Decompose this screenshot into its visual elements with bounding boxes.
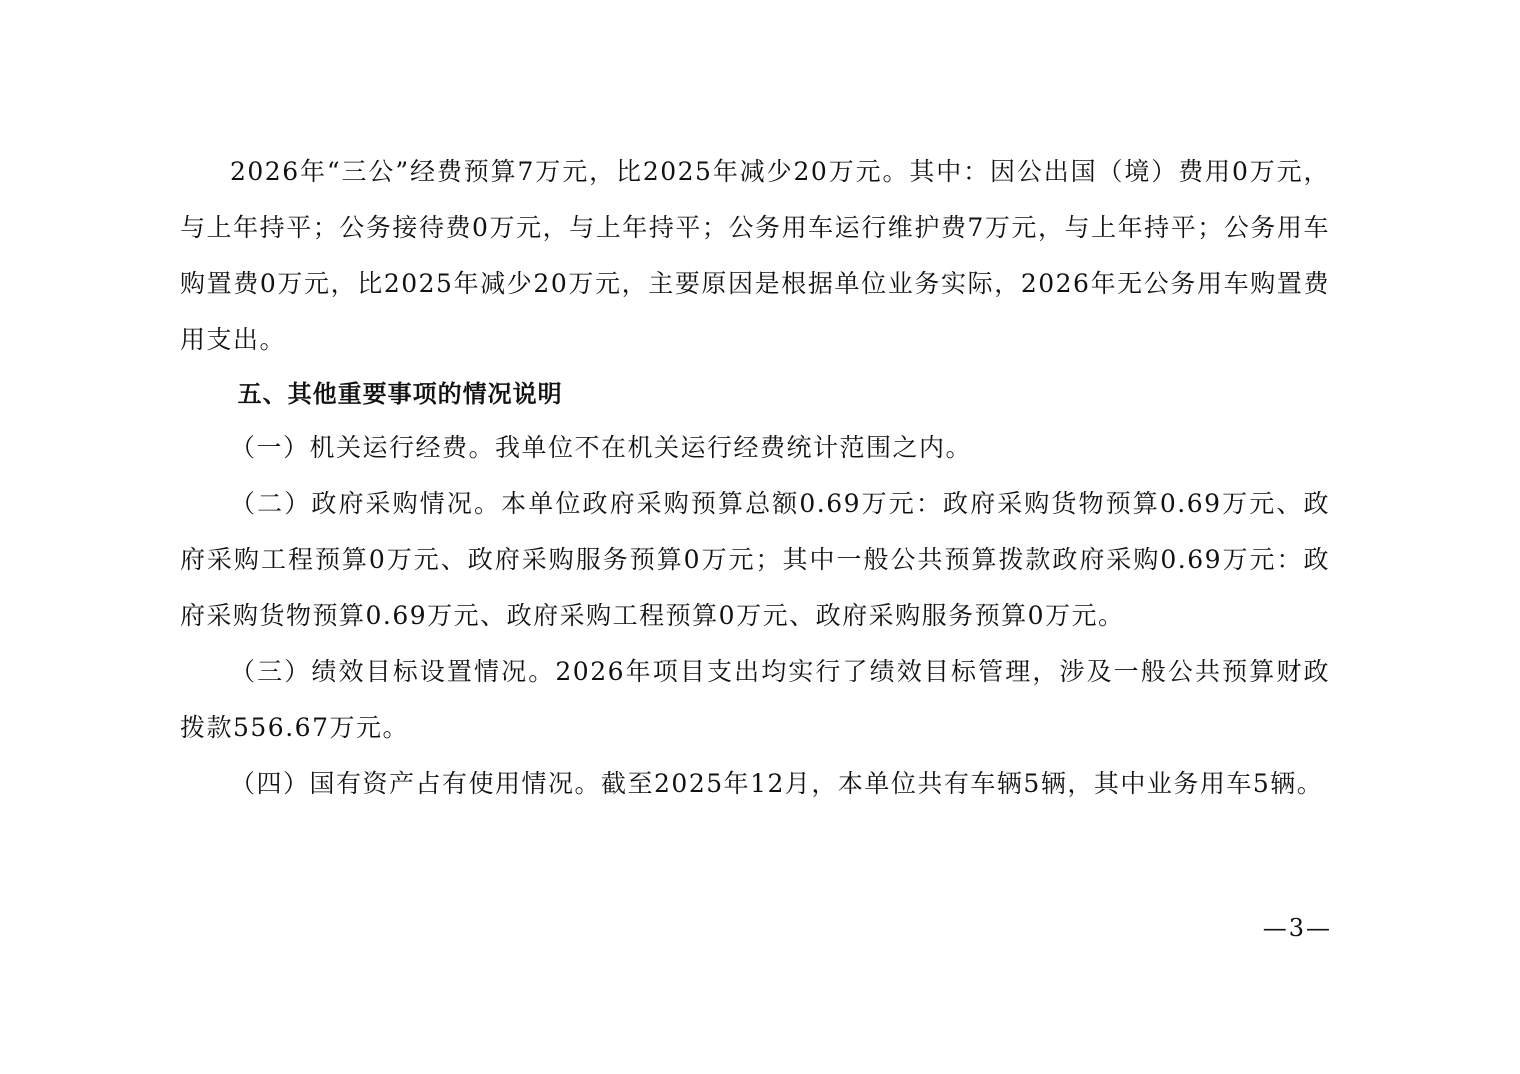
page-number: —3— <box>1262 914 1332 942</box>
item-performance-targets: （三）绩效目标设置情况。2026年项目支出均实行了绩效目标管理，涉及一般公共预算财政拨款556.67万元。 <box>180 657 1330 742</box>
three-public-expenses-paragraph: 2026年“三公”经费预算7万元，比2025年减少20万元。其中：因公出国（境）费用0万元，与上年持平；公务接待费0万元，与上年持平；公务用车运行维护费7万元，与上年持平；公务用车购置费0万元，比2025年减少20万元，主要原因是根据单位业务实际，2026年无公务用车购置费用支出。 <box>180 157 1330 354</box>
section-heading: 五、其他重要事项的情况说明 <box>237 380 563 408</box>
item-government-procurement: （二）政府采购情况。本单位政府采购预算总额0.69万元：政府采购货物预算0.69万元、政府采购工程预算0万元、政府采购服务预算0万元；其中一般公共预算拨款政府采购0.69万元：政府采购货物预算0.69万元、政府采购工程预算0万元、政府采购服务预算0万元。 <box>180 489 1330 630</box>
document-body <box>180 144 1330 812</box>
item-operating-expenses: （一）机关运行经费。我单位不在机关运行经费统计范围之内。 <box>230 433 973 462</box>
item-state-assets: （四）国有资产占有使用情况。截至2025年12月，本单位共有车辆5辆，其中业务用车5辆。 <box>230 769 1324 798</box>
